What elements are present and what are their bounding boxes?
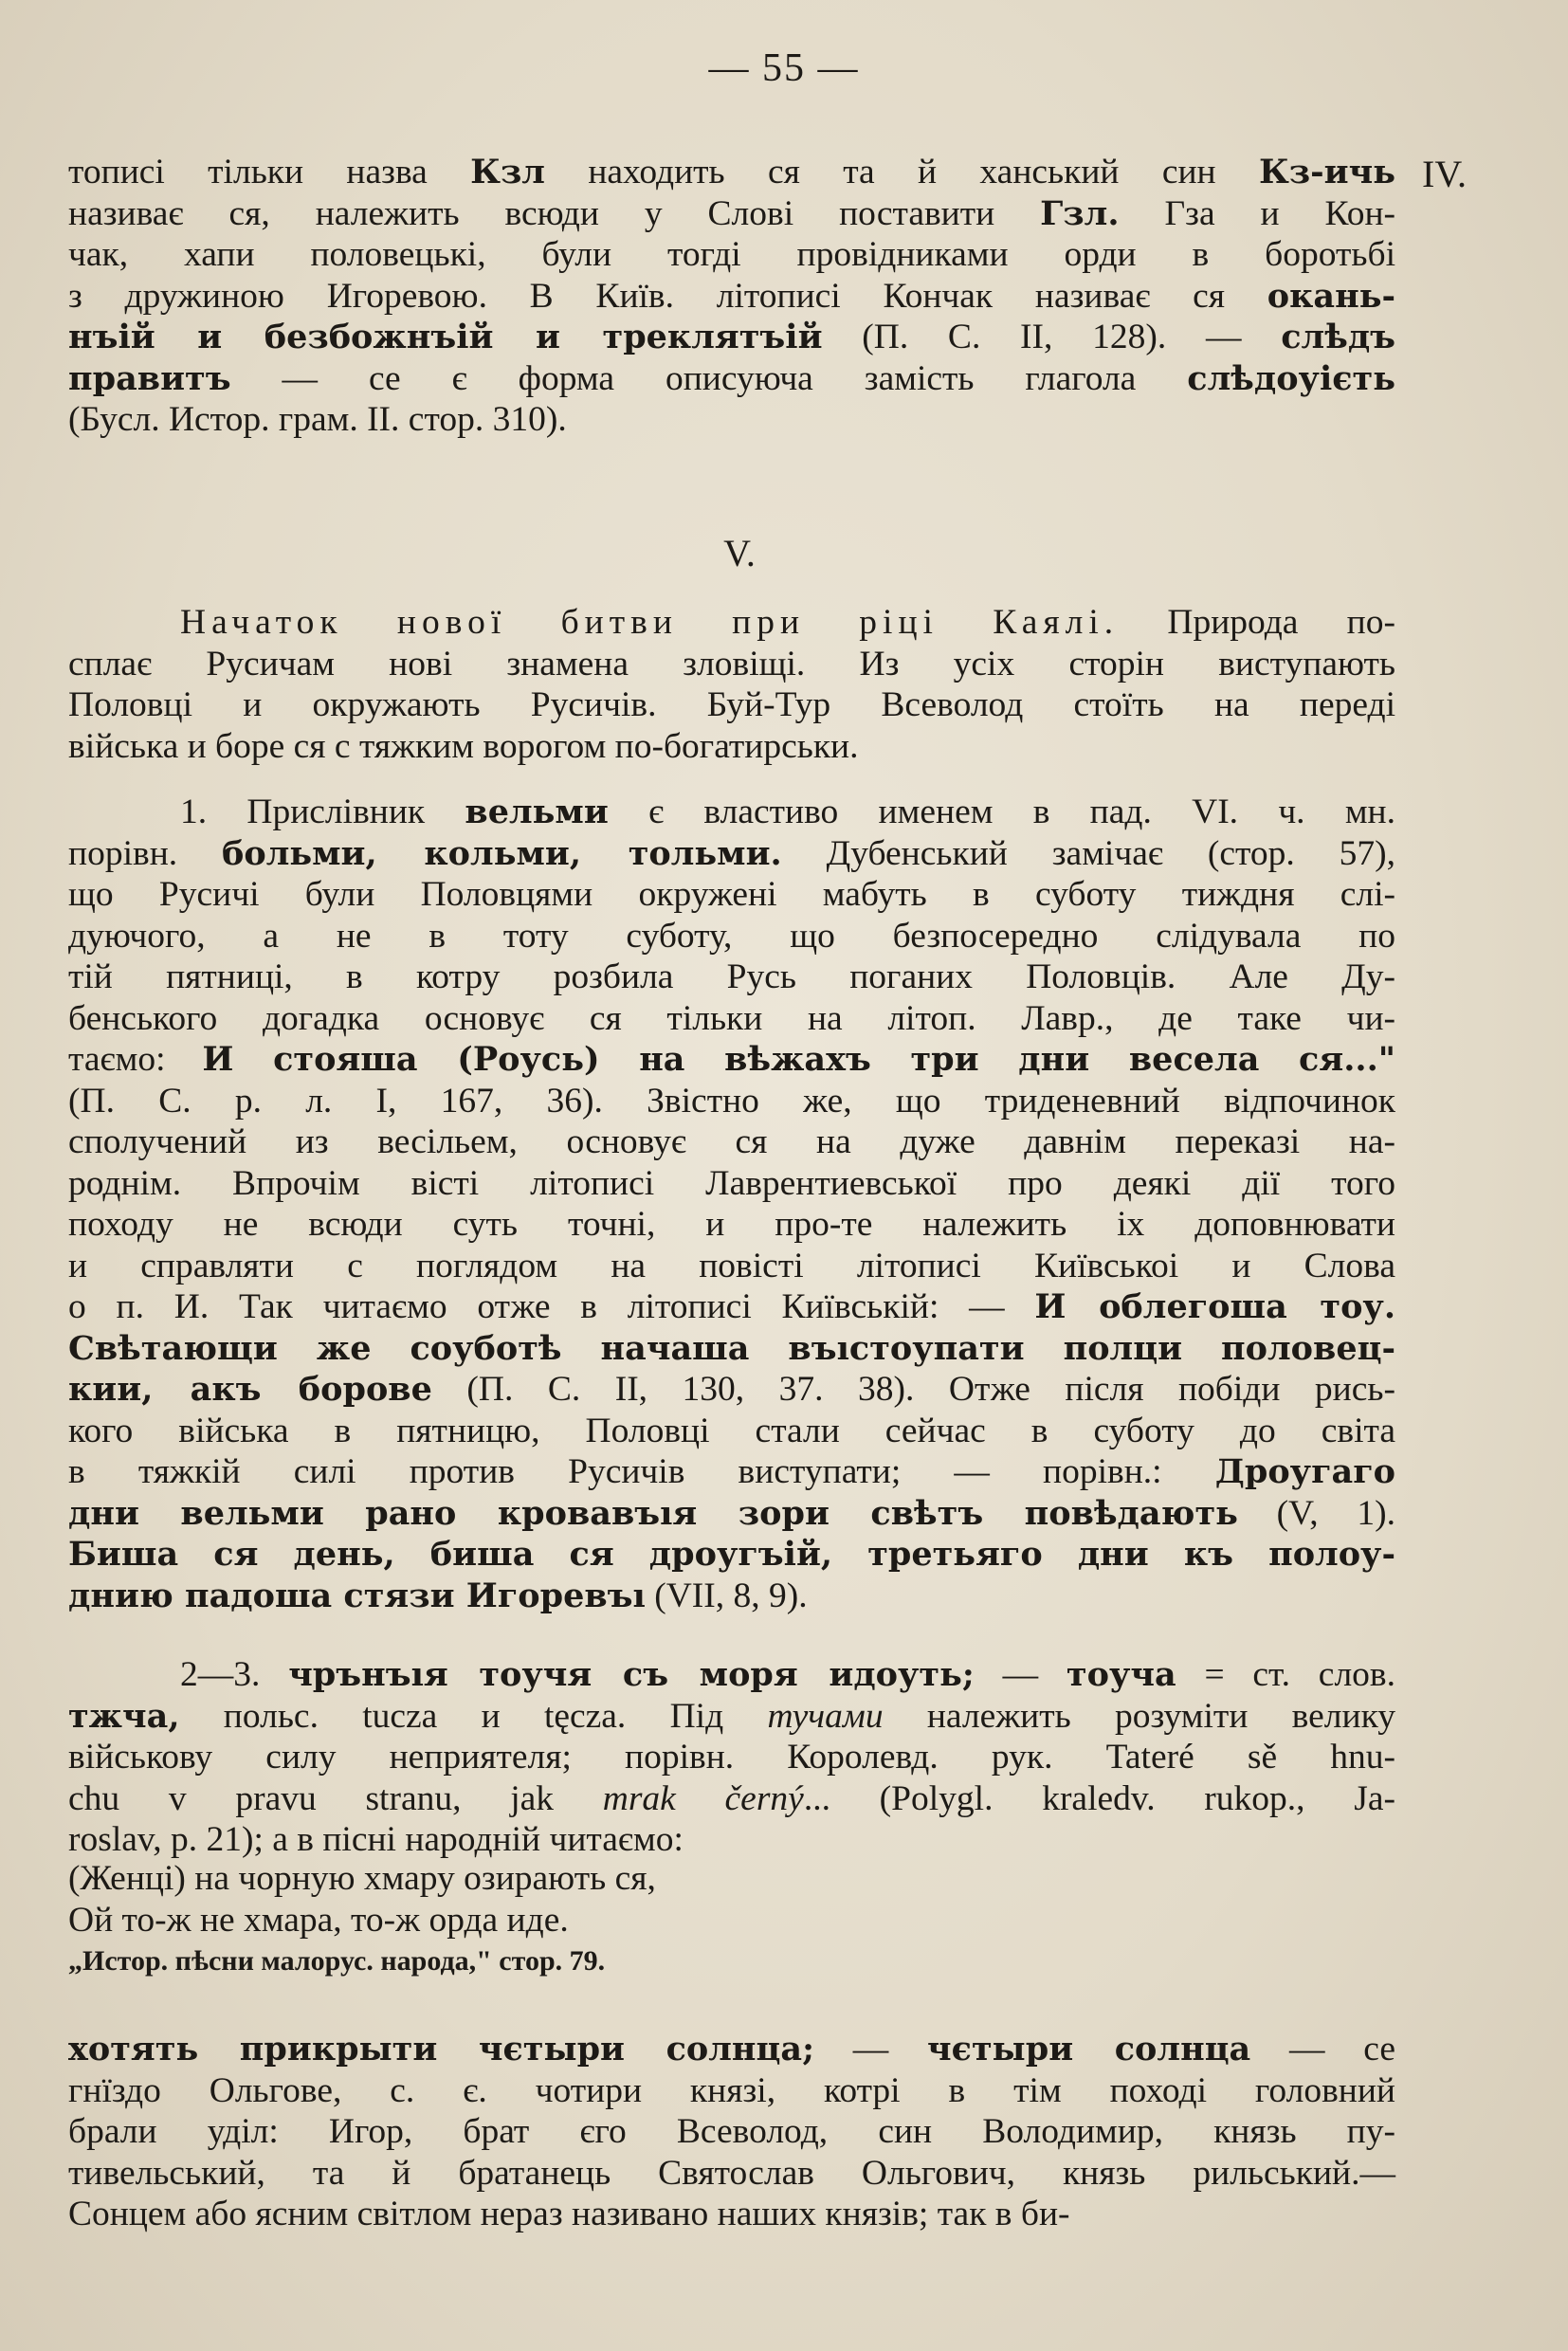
italic-term: mrak černý bbox=[602, 1778, 804, 1818]
text-line bbox=[68, 1163, 1395, 1205]
text-run: походу не всюди суть точні, и про-те належить іх доповнювати bbox=[68, 1205, 1395, 1244]
text-line bbox=[68, 152, 1395, 193]
italic-term: тучами bbox=[767, 1696, 884, 1736]
text-line bbox=[68, 234, 1395, 276]
text-run: належить розуміти велику bbox=[883, 1696, 1396, 1736]
text-run: Сонцем або ясним світлом нераз називано наших князів; так в би- bbox=[68, 2195, 1070, 2233]
page-number: — 55 — bbox=[708, 46, 860, 90]
text-run: тописі тільки назва bbox=[68, 153, 471, 191]
text-run: чак, хапи половецькі, були тогді провідниками орди в боротьбі bbox=[68, 235, 1395, 274]
text-line bbox=[68, 1039, 1395, 1081]
verse-line: Ой то-ж не хмара, то-ж орда иде. bbox=[68, 1900, 569, 1940]
text-line bbox=[68, 833, 1395, 875]
text-run: (Бусл. Истор. грам. II. стор. 310). bbox=[68, 400, 567, 439]
slavonic-quote: Дроугаго bbox=[1214, 1452, 1395, 1491]
slavonic-quote: нъій и безбожнъій и треклятъій bbox=[68, 318, 823, 356]
text-line bbox=[68, 1369, 1395, 1411]
paragraph-commentary-iv bbox=[68, 152, 1395, 441]
text-line bbox=[68, 1696, 1395, 1738]
slavonic-quote: Свѣтающи же соуботѣ начаша въıстоупати полци половец- bbox=[68, 1328, 1395, 1368]
text-line bbox=[68, 998, 1395, 1040]
text-run: що Русичі були Половцями окружені мабуть в суботу тиждня слі- bbox=[68, 875, 1395, 914]
slavonic-quote: кии, акъ борове bbox=[68, 1370, 432, 1409]
text-run: кого війська в пятницю, Половці стали сейчас в суботу до світа bbox=[68, 1411, 1395, 1450]
text-line bbox=[68, 399, 1395, 441]
text-run: з дружиною Игоревою. В Київ. літописі Кончак називає ся bbox=[68, 276, 1267, 316]
text-line bbox=[68, 957, 1395, 998]
text-run: Половці и окружають Русичів. Буй-Тур Всеволод стоїть на переді bbox=[68, 685, 1395, 724]
text-line bbox=[68, 874, 1395, 916]
text-line bbox=[68, 193, 1395, 235]
text-line bbox=[68, 684, 1395, 726]
text-run: називає ся, належить всюди у Слові поставити bbox=[68, 193, 1041, 233]
note-hotyat-paragraph bbox=[68, 2029, 1395, 2235]
slavonic-quote: дни вельми рано кровавъıя зори свѣтъ повѣдають bbox=[68, 1493, 1238, 1533]
text-run: 1. Прислівник bbox=[180, 793, 465, 831]
text-line bbox=[68, 2111, 1395, 2153]
text-line bbox=[68, 1451, 1395, 1493]
text-line bbox=[68, 602, 1395, 644]
slavonic-quote: Биша ся день, биша ся дроугъій, третьяго дни къ полоу- bbox=[68, 1535, 1395, 1574]
slavonic-quote: Гзл. bbox=[1040, 193, 1120, 233]
text-run: сплає Русичам нові знамена зловіщі. Из усіх сторін виступають bbox=[68, 644, 1395, 683]
section-numeral: V. bbox=[723, 532, 756, 574]
quote-citation: „Истор. пѣсни малорус. народа," стор. 79. bbox=[68, 1945, 606, 1977]
note-2-3-paragraph bbox=[68, 1654, 1395, 1861]
text-run: (П. С. II, 128). — bbox=[822, 318, 1282, 356]
text-line bbox=[68, 1328, 1395, 1370]
text-run: бенського догадка основує ся тільки на літоп. Лавр., де таке чи- bbox=[68, 998, 1395, 1038]
slavonic-quote: хотять прикрыти чєтыри солнца; bbox=[68, 2030, 814, 2069]
text-line bbox=[68, 317, 1395, 358]
slavonic-quote: больми, кольми, тольми. bbox=[222, 833, 782, 873]
margin-note: IV. bbox=[1422, 153, 1468, 195]
text-run: є властиво именем в пад. VI. ч. мн. bbox=[608, 793, 1395, 831]
text-run: находить ся та й ханський син bbox=[544, 153, 1259, 191]
text-line bbox=[68, 1246, 1395, 1287]
text-run: Гза и Кон- bbox=[1119, 193, 1395, 233]
text-run: Природа по- bbox=[1119, 603, 1395, 642]
text-line bbox=[68, 1534, 1395, 1576]
text-line bbox=[68, 1737, 1395, 1778]
text-run: тій пятниці, в котру розбила Русь поганих Половців. Але Ду- bbox=[68, 957, 1395, 996]
text-run: гнїздо Ольгове, с. є. чотири князі, котрі в тім поході головний bbox=[68, 2070, 1395, 2110]
slavonic-quote: слѣдоуієть bbox=[1187, 358, 1395, 398]
text-line bbox=[68, 726, 1395, 768]
text-line bbox=[68, 1654, 1395, 1696]
text-run: в тяжкій силі против Русичів виступати; — порівн.: bbox=[68, 1452, 1215, 1491]
slavonic-quote: окань- bbox=[1267, 276, 1395, 316]
text-line bbox=[68, 2070, 1395, 2112]
text-run: roslav, p. 21); а в пісні народній читаємо: bbox=[68, 1820, 684, 1859]
text-run: о п. И. Так читаємо отже в літописі Київській: — bbox=[68, 1287, 1035, 1326]
text-line bbox=[68, 1121, 1395, 1163]
text-run: — се є форма описуюча замість глагола bbox=[230, 358, 1188, 398]
text-line bbox=[68, 1778, 1395, 1820]
slavonic-quote: тжча, bbox=[68, 1696, 180, 1736]
text-run: — се bbox=[1250, 2030, 1396, 2069]
text-run: порівн. bbox=[68, 833, 223, 873]
text-run: роднім. Впрочім вісті літописі Лаврентиевської про деякі дії того bbox=[68, 1163, 1395, 1203]
slavonic-quote: Кзл bbox=[470, 153, 545, 191]
slavonic-quote: Кз-ичь bbox=[1258, 153, 1395, 191]
text-run: — bbox=[974, 1655, 1067, 1694]
text-run: ... (Polygl. kraledv. rukop., Ja- bbox=[803, 1778, 1395, 1818]
slavonic-quote: правитъ bbox=[68, 358, 231, 398]
slavonic-quote: слѣдъ bbox=[1281, 318, 1395, 356]
text-run: (П. С. II, 130, 37. 38). Отже після побіди рись- bbox=[431, 1370, 1395, 1409]
slavonic-quote: чрънъıя тоучя съ моря идоуть; bbox=[288, 1655, 975, 1694]
text-line bbox=[68, 276, 1395, 318]
text-line bbox=[68, 1819, 1395, 1861]
verse-line: (Женці) на чорную хмару озирають ся, bbox=[68, 1859, 656, 1898]
text-run: 2—3. bbox=[180, 1655, 289, 1694]
text-line bbox=[68, 1576, 1395, 1617]
text-run: війська и боре ся с тяжким ворогом по-богатирськи. bbox=[68, 726, 859, 766]
text-line bbox=[68, 1286, 1395, 1328]
text-line bbox=[68, 1411, 1395, 1452]
slavonic-quote: днию падоша стязи Игоревъı bbox=[68, 1576, 646, 1615]
text-line bbox=[68, 1081, 1395, 1122]
text-run: — bbox=[814, 2030, 928, 2069]
text-line bbox=[68, 644, 1395, 685]
folk-song-quote bbox=[68, 1858, 1395, 1982]
text-run: сполучений из весільем, основує ся на дуже давнім переказі на- bbox=[68, 1122, 1395, 1161]
text-line bbox=[68, 358, 1395, 400]
text-run: таємо: bbox=[68, 1040, 203, 1079]
section-v-summary bbox=[68, 602, 1395, 767]
text-run: військову силу неприятеля; порівн. Королевд. рук. Tateré sě hnu- bbox=[68, 1738, 1395, 1777]
spaced-heading: Начаток нової битви при ріці Каялі. bbox=[180, 603, 1120, 642]
slavonic-quote: вельми bbox=[465, 793, 609, 831]
text-line bbox=[68, 2153, 1395, 2195]
slavonic-quote: И облегоша тоу. bbox=[1034, 1287, 1395, 1326]
note-1-paragraph bbox=[68, 792, 1395, 1616]
text-run: брали уділ: Игор, брат єго Всеволод, син Володимир, князь пу- bbox=[68, 2112, 1395, 2151]
text-run: дуючого, а не в тоту суботу, що безпосередно слідувала по bbox=[68, 916, 1395, 956]
text-run: и справляти с поглядом на повісті літописі Київськоі и Слова bbox=[68, 1246, 1395, 1285]
text-line bbox=[68, 1204, 1395, 1246]
text-run: (V, 1). bbox=[1237, 1493, 1395, 1533]
text-line bbox=[68, 2194, 1395, 2235]
text-run: польс. tucza и tęcza. Під bbox=[179, 1696, 768, 1736]
text-run: Дубенський замічає (стор. 57), bbox=[781, 833, 1395, 873]
slavonic-quote: И стояша (Роусь) на вѣжахъ три дни весела ся..." bbox=[202, 1040, 1396, 1079]
text-line bbox=[68, 916, 1395, 957]
text-line bbox=[68, 1493, 1395, 1535]
text-run: (П. С. р. л. I, 167, 36). Звістно же, що триденевний відпочинок bbox=[68, 1081, 1395, 1121]
text-run: = ст. слов. bbox=[1176, 1655, 1395, 1694]
slavonic-quote: чєтыри солнца bbox=[927, 2030, 1251, 2069]
text-line bbox=[68, 792, 1395, 833]
text-run: (VII, 8, 9). bbox=[645, 1576, 808, 1615]
text-line bbox=[68, 2029, 1395, 2070]
slavonic-quote: тоуча bbox=[1066, 1655, 1176, 1694]
text-run: тивельський, та й братанець Святослав Ольгович, князь рильський.— bbox=[68, 2153, 1395, 2193]
text-run: chu v pravu stranu, jak bbox=[68, 1778, 603, 1818]
